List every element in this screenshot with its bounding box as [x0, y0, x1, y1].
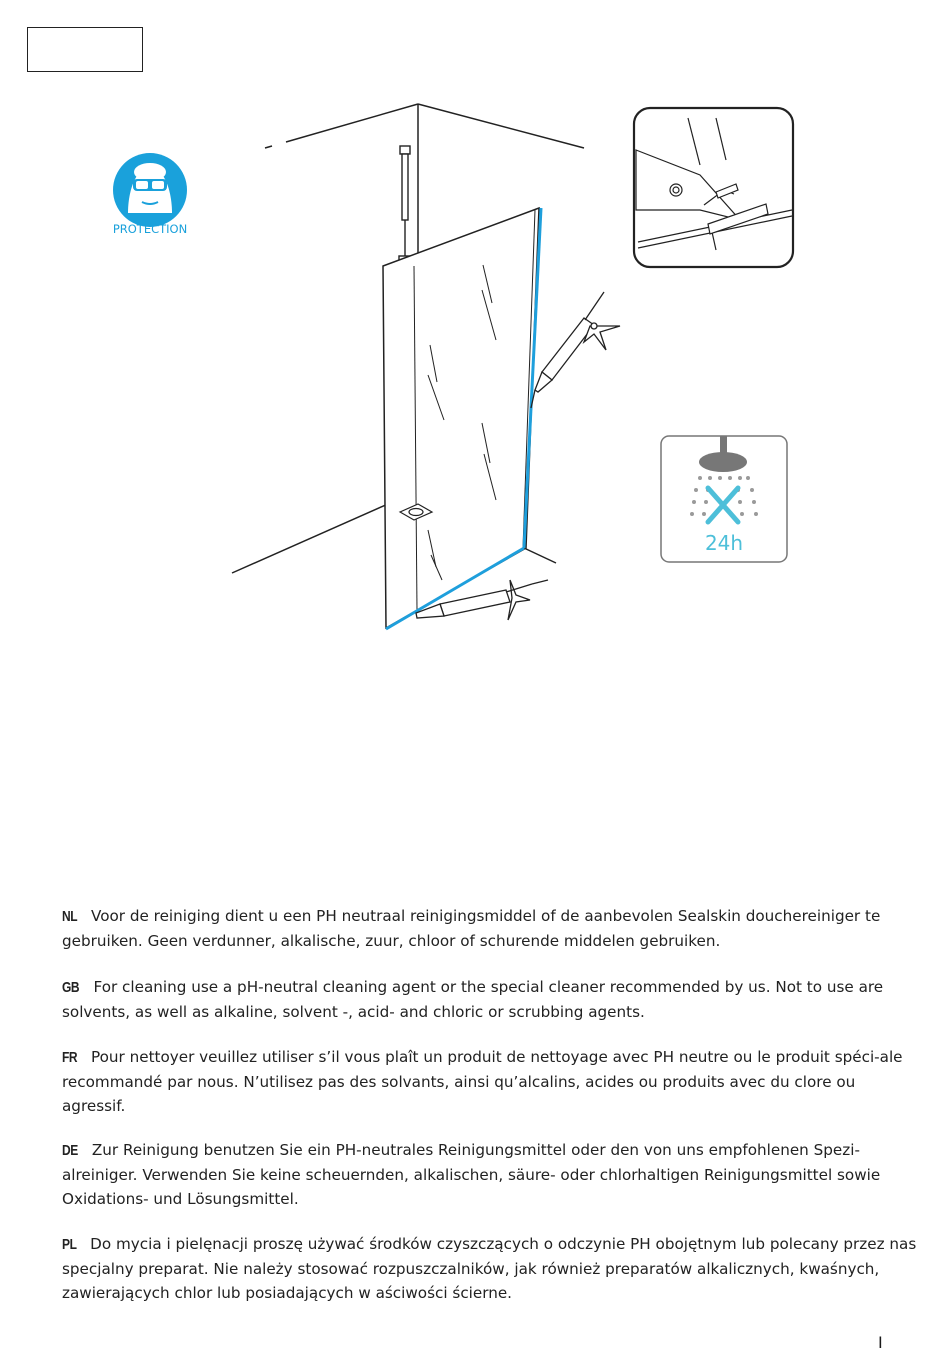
cutter-detail-icon [634, 108, 793, 267]
instruction-nl [62, 904, 922, 953]
instruction-text-nl: Voor de reiniging dient u een PH neutraal reinigingsmiddel of de aanbevolen Sealskin douchereiniger te gebruiken. Geen verdunner, alkalische, zuur, chloor of schurende middelen gebruiken. [62, 907, 881, 950]
no-water-duration-label: 24h [704, 531, 744, 555]
instruction-text-fr: Pour nettoyer veuillez utiliser s’il vous plaît un produit de nettoyage avec PH neutre ou le produit spéci-ale recommandé par nous. N’utilisez pas des solvants, ainsi qu’alcalins, acides ou produits avec du clore ou agressif. [62, 1048, 903, 1115]
lang-code-de: DE [62, 1142, 78, 1159]
no-shower-icon [661, 436, 787, 562]
page-number: I [878, 1333, 883, 1352]
instruction-pl [62, 1232, 922, 1305]
instruction-de [62, 1138, 922, 1211]
ceiling-support-rod [399, 146, 411, 268]
lang-code-fr: FR [62, 1049, 78, 1066]
instruction-text-de: Zur Reinigung benutzen Sie ein PH-neutrales Reinigungsmittel oder den von uns empfohlenen Spezi-alreiniger. Verwenden Sie keine scheuernden, alkalischen, säure- oder chlorhaltigen Reinigungsmittel sowie Oxidations- und Lösungsmittel. [62, 1141, 881, 1208]
instruction-text-gb: For cleaning use a pH-neutral cleaning agent or the special cleaner recommended by us. Not to use are solvents, as well as alkaline, solvent -, acid- and chloric or scrubbing agents. [62, 978, 884, 1021]
protection-label: PROTECTION [112, 222, 188, 236]
lang-code-pl: PL [62, 1236, 77, 1253]
instruction-text-pl: Do mycia i pielęnacji proszę używać środków czyszczących o odczynie PH obojętnym lub polecany przez nas specjalny preparat. Nie należy stosować rozpuszczalników, jak również preparatów alkalicznych, kwaśnych, zawierających chlor lub posiadających w aściwości ścierne. [62, 1235, 917, 1302]
caulk-gun-vertical [531, 292, 620, 408]
instruction-fr [62, 1045, 922, 1118]
safety-goggles-icon [113, 153, 187, 236]
instruction-gb [62, 975, 922, 1024]
glass-panel [383, 208, 539, 628]
lang-code-gb: GB [62, 979, 80, 996]
lang-code-nl: NL [62, 908, 78, 925]
